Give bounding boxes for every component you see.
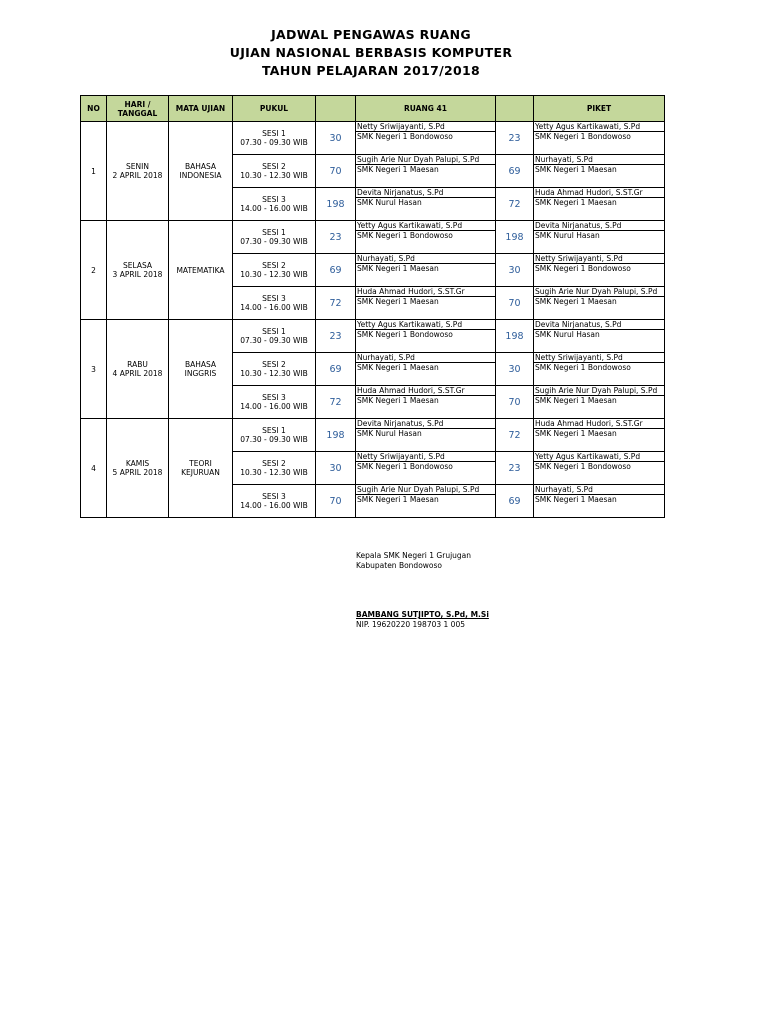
cell-piket-pengawas bbox=[534, 122, 665, 155]
cell-piket-pengawas bbox=[534, 419, 665, 452]
cell-pukul bbox=[233, 320, 316, 353]
header-piket: PIKET bbox=[534, 96, 665, 122]
pengawas-name: Netty Sriwijayanti, S.Pd bbox=[356, 452, 495, 462]
cell-piket-pengawas bbox=[534, 452, 665, 485]
day-date: 4 APRIL 2018 bbox=[112, 369, 163, 378]
subject-line-1: BAHASA bbox=[184, 360, 217, 369]
cell-piket-number: 72 bbox=[496, 188, 534, 221]
cell-hari-tanggal bbox=[107, 122, 169, 221]
pengawas-name: Huda Ahmad Hudori, S.ST.Gr bbox=[356, 386, 495, 396]
cell-pukul bbox=[233, 122, 316, 155]
cell-hari-tanggal bbox=[107, 320, 169, 419]
signature-position: Kepala SMK Negeri 1 Grujugan bbox=[356, 551, 472, 560]
cell-pukul bbox=[233, 452, 316, 485]
subject-line-1: BAHASA bbox=[184, 162, 217, 171]
session-time: 07.30 - 09.30 WIB bbox=[240, 336, 308, 345]
session-time: 14.00 - 16.00 WIB bbox=[240, 501, 308, 510]
subject-line-1: TEORI bbox=[189, 459, 212, 468]
cell-ruang-pengawas bbox=[356, 353, 496, 386]
piket-school: SMK Negeri 1 Bondowoso bbox=[535, 363, 631, 372]
piket-name: Huda Ahmad Hudori, S.ST.Gr bbox=[534, 419, 664, 429]
cell-pukul bbox=[233, 287, 316, 320]
session-label: SESI 1 bbox=[262, 327, 286, 336]
cell-piket-number: 72 bbox=[496, 419, 534, 452]
cell-ruang-pengawas bbox=[356, 122, 496, 155]
cell-mata-ujian bbox=[169, 419, 233, 518]
table-row bbox=[81, 320, 665, 353]
cell-ruang-pengawas bbox=[356, 386, 496, 419]
piket-name: Nurhayati, S.Pd bbox=[534, 485, 664, 495]
piket-school: SMK Negeri 1 Maesan bbox=[535, 429, 617, 438]
piket-name: Yetty Agus Kartikawati, S.Pd bbox=[534, 452, 664, 462]
session-label: SESI 3 bbox=[262, 294, 286, 303]
header-tanggal: TANGGAL bbox=[117, 108, 158, 118]
title-line-1: JADWAL PENGAWAS RUANG bbox=[271, 27, 471, 42]
session-label: SESI 2 bbox=[262, 261, 286, 270]
cell-piket-pengawas bbox=[534, 254, 665, 287]
piket-name: Sugih Arie Nur Dyah Palupi, S.Pd bbox=[534, 386, 664, 396]
cell-piket-pengawas bbox=[534, 320, 665, 353]
cell-piket-pengawas bbox=[534, 485, 665, 518]
cell-ruang-number: 198 bbox=[316, 188, 356, 221]
cell-ruang-number: 72 bbox=[316, 287, 356, 320]
cell-piket-number: 69 bbox=[496, 485, 534, 518]
cell-pukul bbox=[233, 386, 316, 419]
schedule-body bbox=[81, 122, 665, 518]
pengawas-name: Devita Nirjanatus, S.Pd bbox=[356, 419, 495, 429]
cell-piket-number: 70 bbox=[496, 287, 534, 320]
piket-school: SMK Negeri 1 Bondowoso bbox=[535, 462, 631, 471]
cell-mata-ujian bbox=[169, 122, 233, 221]
pengawas-school: SMK Negeri 1 Maesan bbox=[357, 396, 439, 405]
cell-ruang-pengawas bbox=[356, 188, 496, 221]
pengawas-school: SMK Nurul Hasan bbox=[357, 429, 422, 438]
cell-no: 4 bbox=[81, 419, 107, 518]
signature-region: Kabupaten Bondowoso bbox=[356, 561, 443, 570]
session-time: 10.30 - 12.30 WIB bbox=[240, 171, 308, 180]
cell-no: 1 bbox=[81, 122, 107, 221]
subject-line-1: MATEMATIKA bbox=[176, 265, 225, 275]
document-title bbox=[0, 26, 742, 80]
piket-name: Netty Sriwijayanti, S.Pd bbox=[534, 353, 664, 363]
cell-ruang-pengawas bbox=[356, 485, 496, 518]
session-time: 07.30 - 09.30 WIB bbox=[240, 435, 308, 444]
header-blank-2 bbox=[496, 96, 534, 122]
header-mata-ujian: MATA UJIAN bbox=[169, 96, 233, 122]
cell-ruang-number: 23 bbox=[316, 320, 356, 353]
cell-ruang-pengawas bbox=[356, 155, 496, 188]
cell-pukul bbox=[233, 188, 316, 221]
cell-ruang-pengawas bbox=[356, 452, 496, 485]
session-label: SESI 3 bbox=[262, 195, 286, 204]
pengawas-school: SMK Negeri 1 Maesan bbox=[357, 495, 439, 504]
cell-piket-pengawas bbox=[534, 155, 665, 188]
cell-ruang-number: 72 bbox=[316, 386, 356, 419]
cell-ruang-number: 198 bbox=[316, 419, 356, 452]
session-label: SESI 1 bbox=[262, 228, 286, 237]
cell-piket-pengawas bbox=[534, 221, 665, 254]
pengawas-school: SMK Negeri 1 Maesan bbox=[357, 264, 439, 273]
cell-piket-number: 23 bbox=[496, 452, 534, 485]
cell-ruang-number: 70 bbox=[316, 155, 356, 188]
day-name: SENIN bbox=[126, 162, 149, 171]
day-date: 2 APRIL 2018 bbox=[112, 171, 163, 180]
session-time: 14.00 - 16.00 WIB bbox=[240, 204, 308, 213]
cell-pukul bbox=[233, 419, 316, 452]
pengawas-name: Nurhayati, S.Pd bbox=[356, 254, 495, 264]
schedule-table bbox=[80, 95, 665, 518]
piket-name: Yetty Agus Kartikawati, S.Pd bbox=[534, 122, 664, 132]
piket-name: Huda Ahmad Hudori, S.ST.Gr bbox=[534, 188, 664, 198]
subject-line-2: INDONESIA bbox=[179, 171, 222, 180]
table-row bbox=[81, 419, 665, 452]
cell-piket-number: 198 bbox=[496, 320, 534, 353]
day-name: KAMIS bbox=[125, 459, 150, 468]
piket-school: SMK Negeri 1 Maesan bbox=[535, 165, 617, 174]
piket-name: Devita Nirjanatus, S.Pd bbox=[534, 221, 664, 231]
cell-pukul bbox=[233, 353, 316, 386]
cell-piket-number: 70 bbox=[496, 386, 534, 419]
day-date: 3 APRIL 2018 bbox=[112, 270, 163, 279]
cell-piket-number: 30 bbox=[496, 353, 534, 386]
session-label: SESI 1 bbox=[262, 129, 286, 138]
cell-ruang-number: 30 bbox=[316, 122, 356, 155]
cell-pukul bbox=[233, 485, 316, 518]
session-time: 10.30 - 12.30 WIB bbox=[240, 369, 308, 378]
cell-hari-tanggal bbox=[107, 419, 169, 518]
piket-name: Netty Sriwijayanti, S.Pd bbox=[534, 254, 664, 264]
piket-school: SMK Negeri 1 Bondowoso bbox=[535, 132, 631, 141]
header-ruang: RUANG 41 bbox=[356, 96, 496, 122]
pengawas-school: SMK Negeri 1 Maesan bbox=[357, 297, 439, 306]
piket-school: SMK Negeri 1 Bondowoso bbox=[535, 264, 631, 273]
pengawas-name: Yetty Agus Kartikawati, S.Pd bbox=[356, 221, 495, 231]
piket-school: SMK Negeri 1 Maesan bbox=[535, 198, 617, 207]
pengawas-school: SMK Negeri 1 Bondowoso bbox=[357, 462, 453, 471]
cell-ruang-number: 30 bbox=[316, 452, 356, 485]
session-label: SESI 3 bbox=[262, 492, 286, 501]
pengawas-school: SMK Nurul Hasan bbox=[357, 198, 422, 207]
cell-pukul bbox=[233, 254, 316, 287]
subject-line-2: KEJURUAN bbox=[181, 468, 220, 477]
piket-school: SMK Nurul Hasan bbox=[535, 231, 600, 240]
subject-line-2: INGGRIS bbox=[184, 369, 217, 378]
cell-ruang-number: 69 bbox=[316, 353, 356, 386]
pengawas-name: Nurhayati, S.Pd bbox=[356, 353, 495, 363]
signature-block bbox=[356, 551, 471, 571]
cell-ruang-pengawas bbox=[356, 419, 496, 452]
header-row bbox=[81, 96, 665, 122]
session-time: 10.30 - 12.30 WIB bbox=[240, 468, 308, 477]
header-blank-1 bbox=[316, 96, 356, 122]
signature-nip: NIP. 19620220 198703 1 005 bbox=[356, 620, 465, 629]
signature-official bbox=[356, 610, 489, 630]
header-hari: HARI / bbox=[124, 99, 151, 109]
cell-ruang-pengawas bbox=[356, 254, 496, 287]
cell-ruang-pengawas bbox=[356, 320, 496, 353]
header-pukul: PUKUL bbox=[233, 96, 316, 122]
piket-name: Devita Nirjanatus, S.Pd bbox=[534, 320, 664, 330]
pengawas-school: SMK Negeri 1 Bondowoso bbox=[357, 330, 453, 339]
cell-piket-pengawas bbox=[534, 188, 665, 221]
day-name: SELASA bbox=[122, 261, 152, 270]
pengawas-school: SMK Negeri 1 Bondowoso bbox=[357, 132, 453, 141]
cell-ruang-number: 23 bbox=[316, 221, 356, 254]
piket-school: SMK Negeri 1 Maesan bbox=[535, 495, 617, 504]
pengawas-name: Devita Nirjanatus, S.Pd bbox=[356, 188, 495, 198]
cell-mata-ujian bbox=[169, 221, 233, 320]
piket-name: Nurhayati, S.Pd bbox=[534, 155, 664, 165]
pengawas-name: Sugih Arie Nur Dyah Palupi, S.Pd bbox=[356, 155, 495, 165]
session-time: 10.30 - 12.30 WIB bbox=[240, 270, 308, 279]
table-row bbox=[81, 122, 665, 155]
header-no: NO bbox=[81, 96, 107, 122]
session-time: 07.30 - 09.30 WIB bbox=[240, 237, 308, 246]
pengawas-name: Yetty Agus Kartikawati, S.Pd bbox=[356, 320, 495, 330]
session-time: 14.00 - 16.00 WIB bbox=[240, 402, 308, 411]
piket-school: SMK Negeri 1 Maesan bbox=[535, 396, 617, 405]
day-name: RABU bbox=[127, 360, 148, 369]
cell-pukul bbox=[233, 155, 316, 188]
cell-ruang-number: 70 bbox=[316, 485, 356, 518]
session-label: SESI 2 bbox=[262, 360, 286, 369]
pengawas-school: SMK Negeri 1 Maesan bbox=[357, 165, 439, 174]
day-date: 5 APRIL 2018 bbox=[112, 468, 163, 477]
cell-ruang-number: 69 bbox=[316, 254, 356, 287]
cell-piket-pengawas bbox=[534, 386, 665, 419]
session-label: SESI 1 bbox=[262, 426, 286, 435]
cell-ruang-pengawas bbox=[356, 221, 496, 254]
cell-piket-number: 30 bbox=[496, 254, 534, 287]
cell-mata-ujian bbox=[169, 320, 233, 419]
piket-name: Sugih Arie Nur Dyah Palupi, S.Pd bbox=[534, 287, 664, 297]
signature-name: BAMBANG SUTJIPTO, S.Pd, M.Si bbox=[356, 610, 489, 619]
header-hari-tanggal bbox=[107, 96, 169, 122]
session-label: SESI 3 bbox=[262, 393, 286, 402]
cell-no: 2 bbox=[81, 221, 107, 320]
session-label: SESI 2 bbox=[262, 459, 286, 468]
pengawas-name: Huda Ahmad Hudori, S.ST.Gr bbox=[356, 287, 495, 297]
cell-piket-number: 23 bbox=[496, 122, 534, 155]
session-time: 07.30 - 09.30 WIB bbox=[240, 138, 308, 147]
title-line-2: UJIAN NASIONAL BERBASIS KOMPUTER bbox=[229, 45, 513, 60]
cell-no: 3 bbox=[81, 320, 107, 419]
cell-piket-pengawas bbox=[534, 287, 665, 320]
pengawas-name: Sugih Arie Nur Dyah Palupi, S.Pd bbox=[356, 485, 495, 495]
pengawas-name: Netty Sriwijayanti, S.Pd bbox=[356, 122, 495, 132]
piket-school: SMK Nurul Hasan bbox=[535, 330, 600, 339]
cell-ruang-pengawas bbox=[356, 287, 496, 320]
table-row bbox=[81, 221, 665, 254]
cell-hari-tanggal bbox=[107, 221, 169, 320]
session-label: SESI 2 bbox=[262, 162, 286, 171]
pengawas-school: SMK Negeri 1 Bondowoso bbox=[357, 231, 453, 240]
pengawas-school: SMK Negeri 1 Maesan bbox=[357, 363, 439, 372]
session-time: 14.00 - 16.00 WIB bbox=[240, 303, 308, 312]
piket-school: SMK Negeri 1 Maesan bbox=[535, 297, 617, 306]
cell-piket-number: 198 bbox=[496, 221, 534, 254]
title-line-3: TAHUN PELAJARAN 2017/2018 bbox=[261, 63, 481, 78]
cell-piket-number: 69 bbox=[496, 155, 534, 188]
cell-pukul bbox=[233, 221, 316, 254]
cell-piket-pengawas bbox=[534, 353, 665, 386]
